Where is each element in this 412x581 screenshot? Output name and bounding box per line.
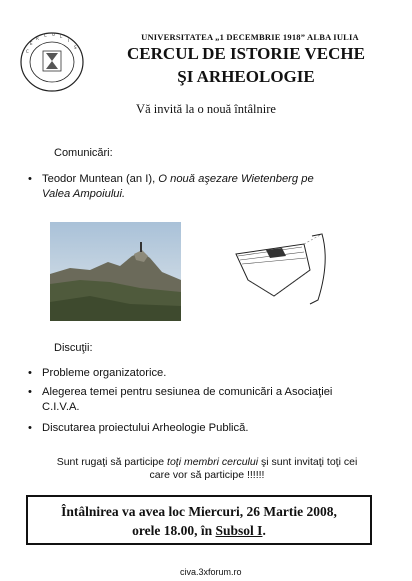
discussions-heading: Discuţii:: [54, 342, 93, 354]
meeting-time-place: orele 18.00, în Subsol I.: [132, 523, 266, 538]
source-watermark: civa.3xforum.ro: [180, 567, 242, 577]
university-name: UNIVERSITATEA „1 DECEMBRIE 1918” ALBA IULIA: [141, 32, 359, 42]
bullet-icon: •: [28, 173, 32, 185]
bullet-icon: •: [28, 367, 32, 379]
discussion-item: • Discutarea proiectului Arheologie Publică.: [28, 422, 249, 434]
svg-text:E: E: [30, 41, 33, 46]
landscape-photo: [50, 222, 181, 321]
university-seal-logo: [18, 31, 86, 93]
meeting-details-box: [26, 495, 372, 545]
svg-text:R: R: [36, 36, 39, 41]
svg-text:I: I: [68, 38, 70, 43]
svg-text:S: S: [74, 45, 77, 50]
discussion-item: • Probleme organizatorice.: [28, 367, 167, 379]
communications-heading: Comunicări:: [54, 147, 113, 159]
communication-title-a: O nouă aşezare Wietenberg pe: [158, 173, 314, 185]
participation-note: Sunt rugaţi să participe toţi membri cercului şi sunt invitaţi toţi cei care vor să participe !!!!!!: [56, 456, 358, 481]
invitation-text: Vă invită la o nouă întâlnire: [136, 102, 276, 116]
pottery-drawing: [226, 222, 346, 318]
communication-title-b: Valea Ampoiului.: [42, 188, 126, 200]
svg-text:U: U: [52, 32, 55, 37]
communication-author: Teodor Muntean (an I),: [42, 173, 156, 185]
page-title-line2: ŞI ARHEOLOGIE: [177, 67, 315, 86]
page-title-line1: CERCUL DE ISTORIE VECHE: [127, 44, 365, 63]
bullet-icon: •: [28, 386, 32, 398]
bullet-icon: •: [28, 422, 32, 434]
communication-item: [28, 172, 390, 204]
discussion-item: • Alegerea temei pentru sesiunea de comunicări a Asociaţiei C.I.V.A.: [28, 386, 333, 413]
svg-text:C: C: [44, 33, 47, 38]
meeting-date: Întâlnirea va avea loc Miercuri, 26 Martie 2008,: [61, 504, 337, 519]
svg-text:L: L: [60, 34, 63, 39]
svg-text:C: C: [26, 49, 29, 54]
